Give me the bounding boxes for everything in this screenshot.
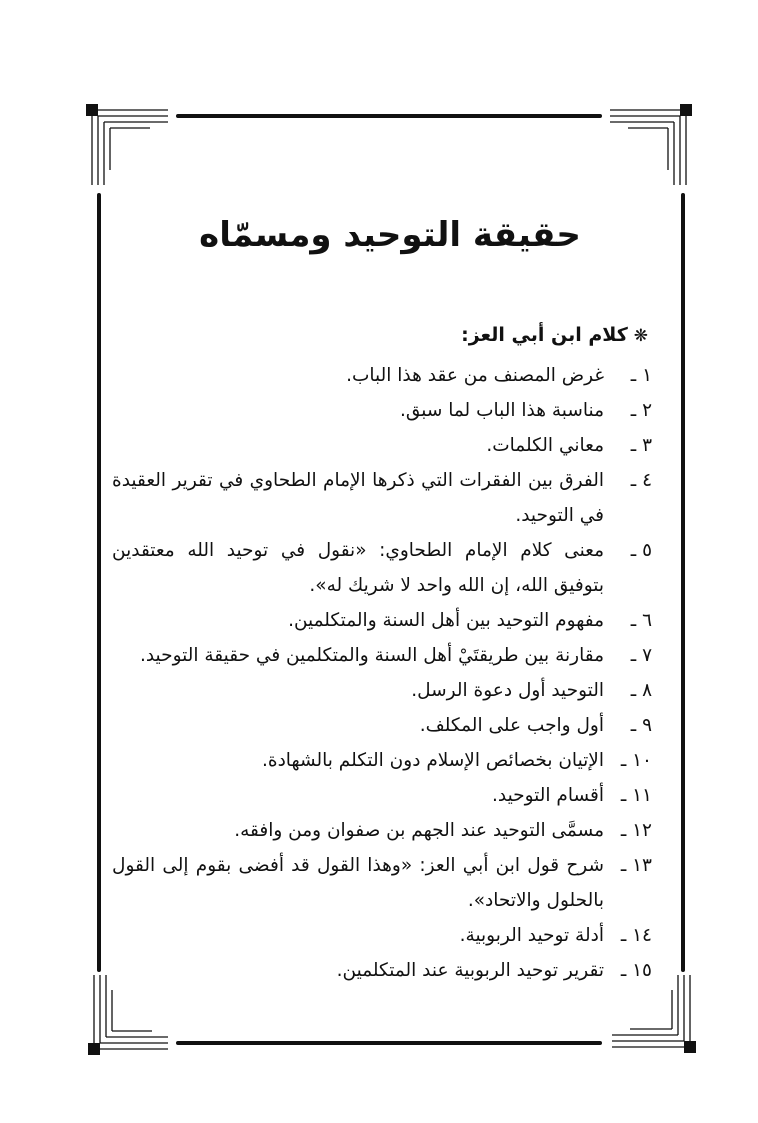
item-text: شرح قول ابن أبي العز: «وهذا القول قد أفضى بقوم إلى القول بالحلول والاتحاد».: [112, 855, 604, 911]
corner-ornament-top-right: [610, 104, 692, 185]
page-title: حقيقة التوحيد ومسمّاه: [199, 215, 581, 255]
item-text: مناسبة هذا الباب لما سبق.: [399, 400, 604, 421]
item-text: تقرير توحيد الربوبية عند المتكلمين.: [336, 960, 604, 981]
list-item: [112, 848, 652, 918]
item-text: معنى كلام الإمام الطحاوي: «نقول في توحيد الله معتقدين بتوفيق الله، إن الله واحد لا شريك له».: [112, 540, 604, 596]
item-number: ١٤ ـ: [620, 925, 652, 946]
item-number: ٥ ـ: [630, 540, 652, 561]
list-item: [112, 533, 652, 603]
item-number: ٣ ـ: [630, 435, 652, 456]
item-number: ١١ ـ: [620, 785, 652, 806]
section-heading-text: كلام ابن أبي العز:: [461, 324, 628, 346]
list-item: [112, 463, 652, 533]
item-number: ١ ـ: [630, 365, 652, 386]
item-number: ٩ ـ: [630, 715, 652, 736]
item-number: ٤ ـ: [630, 470, 652, 491]
list-item: [112, 813, 652, 848]
item-text: أدلة توحيد الربوبية.: [459, 925, 604, 946]
item-text: غرض المصنف من عقد هذا الباب.: [346, 365, 604, 386]
list-item: [112, 358, 652, 393]
corner-ornament-top-left: [86, 104, 168, 185]
list-item: [112, 743, 652, 778]
list-item: [112, 638, 652, 673]
item-number: ٧ ـ: [630, 645, 652, 666]
item-number: ١٠ ـ: [620, 750, 652, 771]
item-number: ٦ ـ: [630, 610, 652, 631]
item-text: مفهوم التوحيد بين أهل السنة والمتكلمين.: [288, 610, 604, 631]
item-text: مسمَّى التوحيد عند الجهم بن صفوان ومن وافقه.: [234, 820, 604, 841]
flower-bullet-icon: ❋: [633, 326, 648, 346]
section-heading: [461, 324, 648, 346]
list-item: [112, 393, 652, 428]
item-text: الفرق بين الفقرات التي ذكرها الإمام الطحاوي في تقرير العقيدة في التوحيد.: [112, 470, 604, 526]
list-item: [112, 918, 652, 953]
item-number: ٨ ـ: [630, 680, 652, 701]
item-number: ١٥ ـ: [620, 960, 652, 981]
item-number: ١٢ ـ: [620, 820, 652, 841]
list-item: [112, 778, 652, 813]
list-item: [112, 708, 652, 743]
list-item: [112, 953, 652, 988]
topics-list: [112, 358, 652, 988]
item-text: أقسام التوحيد.: [492, 785, 604, 806]
list-item: [112, 673, 652, 708]
item-text: الإتيان بخصائص الإسلام دون التكلم بالشهادة.: [262, 750, 604, 771]
item-number: ٢ ـ: [630, 400, 652, 421]
list-item: [112, 428, 652, 463]
item-text: أول واجب على المكلف.: [419, 715, 604, 736]
list-item: [112, 603, 652, 638]
item-text: مقارنة بين طريقتَيْ أهل السنة والمتكلمين في حقيقة التوحيد.: [139, 645, 604, 666]
item-text: التوحيد أول دعوة الرسل.: [411, 680, 604, 701]
item-number: ١٣ ـ: [620, 855, 652, 876]
item-text: معاني الكلمات.: [486, 435, 604, 456]
